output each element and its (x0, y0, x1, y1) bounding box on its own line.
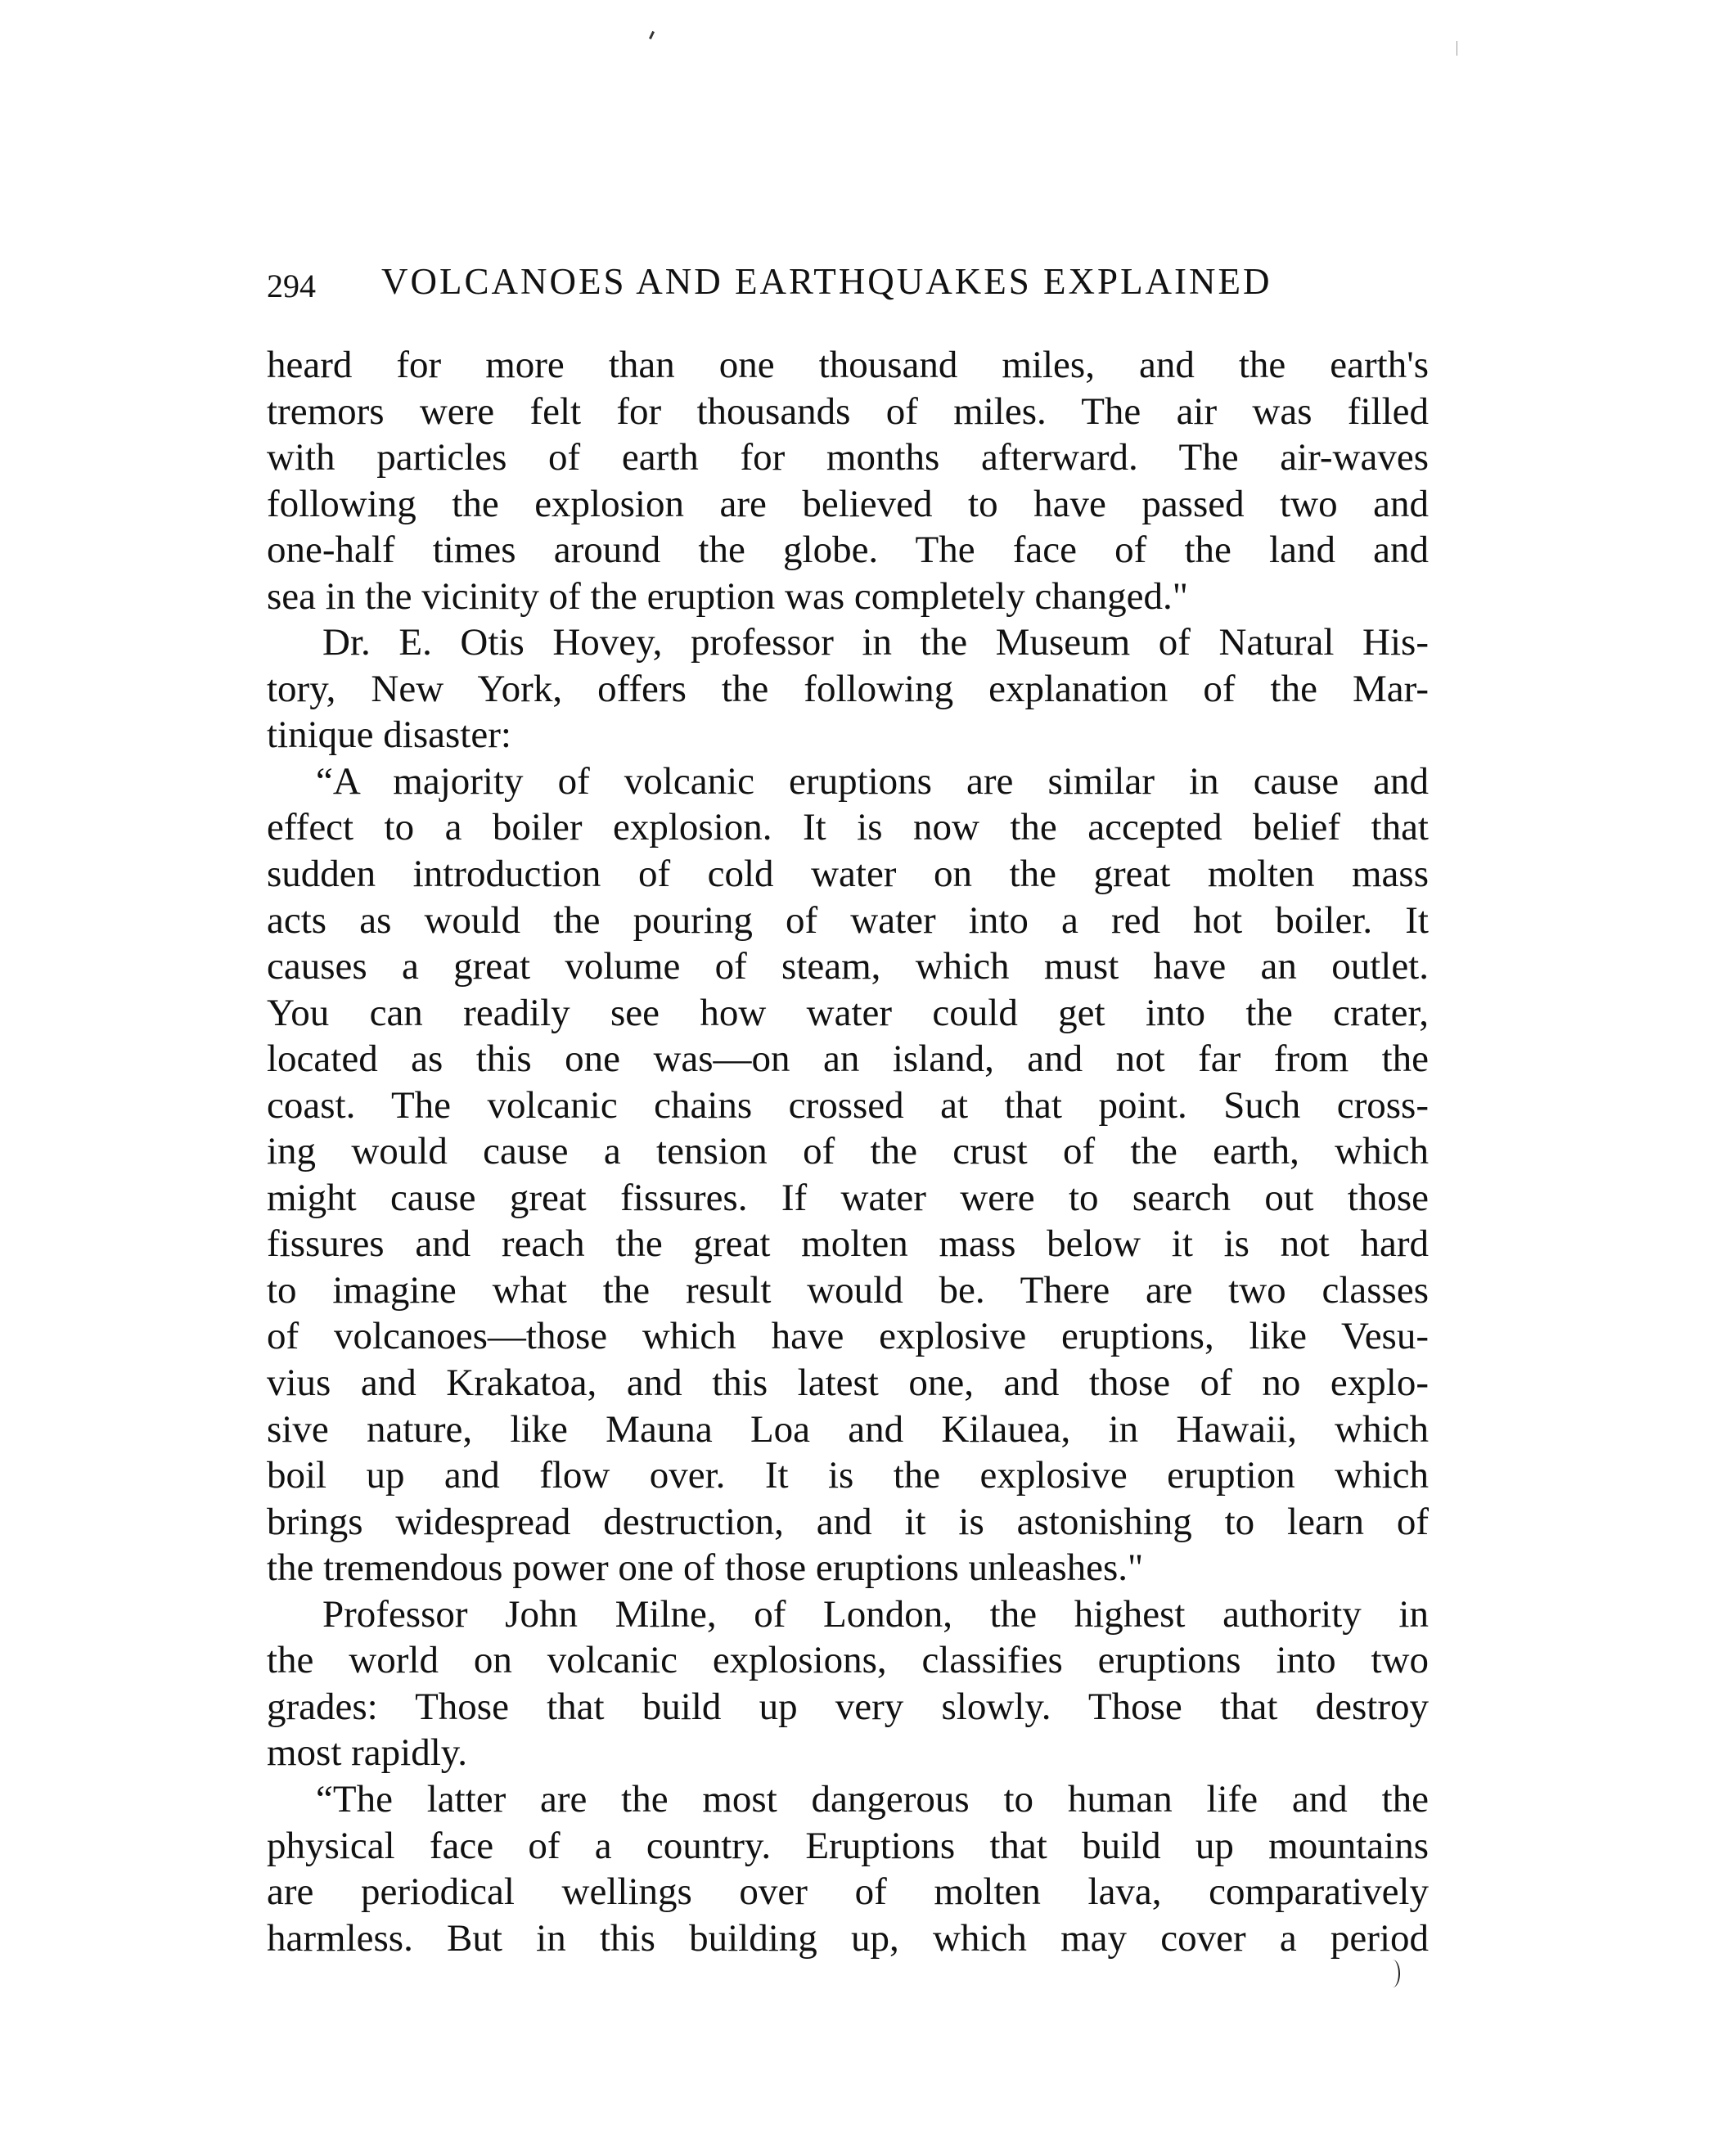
text-line: tremors were felt for thousands of miles. The air was filled (267, 389, 1429, 433)
text-line: with particles of earth for months afterward. The air-waves (267, 436, 1429, 479)
text-line: to imagine what the result would be. There are two classes (267, 1268, 1429, 1312)
text-line: sudden introduction of cold water on the great molten mass (267, 853, 1429, 896)
page-number: 294 (267, 268, 316, 304)
body-text (267, 342, 1429, 1961)
text-line: Dr. E. Otis Hovey, professor in the Museum of Natural His- (322, 621, 1429, 664)
text-line: are periodical wellings over of molten lava, comparatively (267, 1870, 1429, 1914)
text-line: of volcanoes—those which have explosive eruptions, like Vesu- (267, 1315, 1429, 1358)
text-line: boil up and flow over. It is the explosive eruption which (267, 1454, 1429, 1497)
text-line: Professor John Milne, of London, the highest authority in (322, 1592, 1429, 1636)
text-line: coast. The volcanic chains crossed at that point. Such cross- (267, 1083, 1429, 1127)
text-line: physical face of a country. Eruptions that build up mountains (267, 1824, 1429, 1867)
text-line: acts as would the pouring of water into a red hot boiler. It (267, 898, 1429, 942)
text-line: vius and Krakatoa, and this latest one, and those of no explo- (267, 1362, 1429, 1405)
text-line: tory, New York, offers the following explanation of the Mar- (267, 667, 1429, 710)
text-line: “A majority of volcanic eruptions are similar in cause and (316, 759, 1429, 803)
running-title: VOLCANOES AND EARTHQUAKES EXPLAINED (381, 261, 1272, 302)
text-line: ing would cause a tension of the crust of the earth, which (267, 1130, 1429, 1173)
text-line: the world on volcanic explosions, classifies eruptions into two (267, 1639, 1429, 1682)
text-line: harmless. But in this building up, which may cover a period (267, 1916, 1429, 1960)
text-line: most rapidly. (267, 1731, 467, 1775)
text-line: sive nature, like Mauna Loa and Kilauea, in Hawaii, which (267, 1407, 1429, 1451)
running-head (267, 260, 1339, 309)
scan-speck (649, 31, 655, 39)
text-line: You can readily see how water could get into the crater, (267, 991, 1429, 1034)
text-line: brings widespread destruction, and it is astonishing to learn of (267, 1500, 1429, 1543)
text-line: following the explosion are believed to have passed two and (267, 482, 1429, 525)
text-line: sea in the vicinity of the eruption was completely changed." (267, 574, 1188, 618)
text-line: located as this one was—on an island, and not far from the (267, 1037, 1429, 1081)
text-line: might cause great fissures. If water were to search out those (267, 1176, 1429, 1219)
text-line: causes a great volume of steam, which must have an outlet. (267, 945, 1429, 988)
text-line: effect to a boiler explosion. It is now the accepted belief that (267, 806, 1429, 849)
text-line: one-half times around the globe. The face of the land and (267, 529, 1429, 572)
text-line: grades: Those that build up very slowly. Those that destroy (267, 1685, 1429, 1728)
scan-mark (1385, 1960, 1400, 1987)
text-line: heard for more than one thousand miles, and the earth's (267, 344, 1429, 386)
text-line: “The latter are the most dangerous to human life and the (316, 1777, 1429, 1821)
text-line: the tremendous power one of those eruptions unleashes." (267, 1546, 1144, 1590)
text-line: tinique disaster: (267, 713, 511, 757)
text-line: fissures and reach the great molten mass below it is not hard (267, 1222, 1429, 1266)
